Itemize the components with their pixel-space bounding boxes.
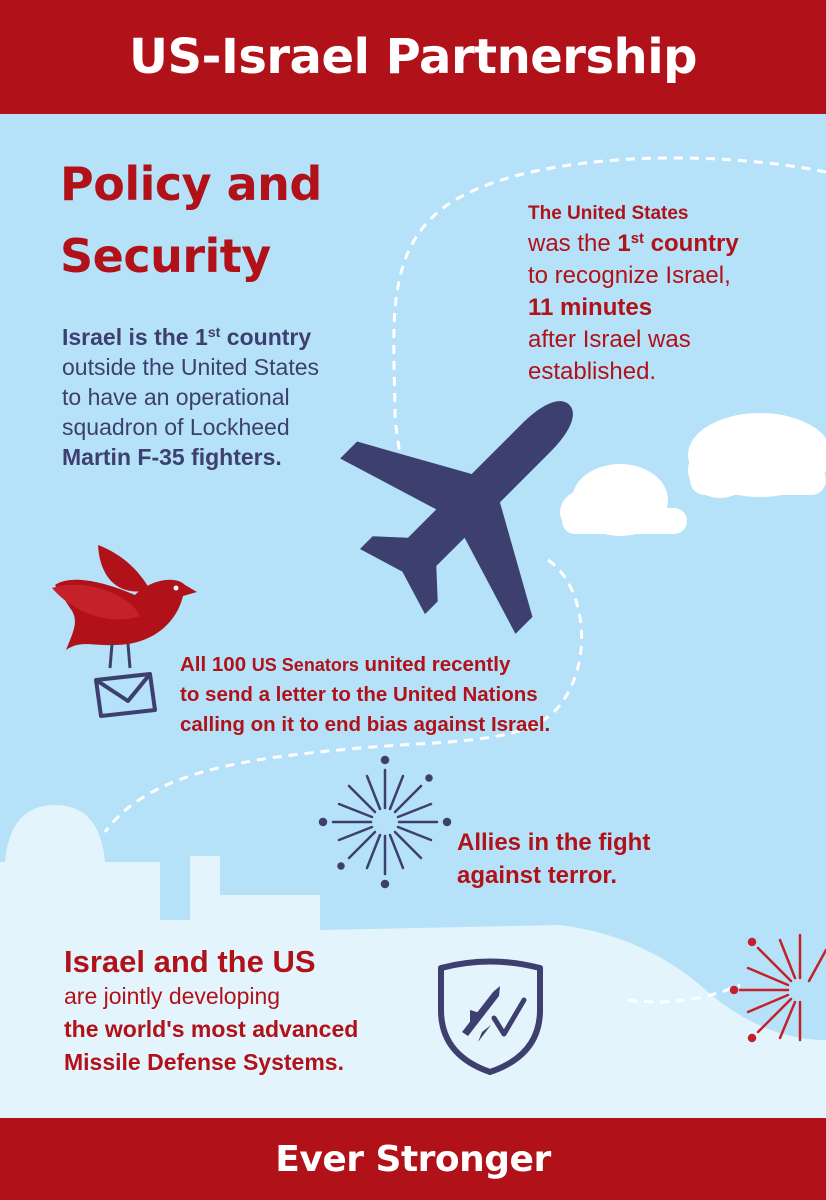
fact-f35-text-a: Israel is the 1 <box>62 324 208 350</box>
fact-recognition-line5: after Israel was <box>528 326 691 353</box>
section-title-line1: Policy and <box>60 157 322 211</box>
fact-f35-line4: squadron of Lockheed <box>62 414 290 440</box>
fact-recognition-line1: The United States <box>528 203 689 224</box>
fact-recognition-text-b: 1 <box>617 230 631 257</box>
fact-missile-line3: the world's most advanced <box>64 1016 359 1042</box>
fact-recognition-line2 <box>528 228 739 260</box>
fact-recognition <box>528 200 739 388</box>
cloud-icon <box>560 464 687 536</box>
section-title-line2: Security <box>60 229 271 283</box>
page-title: US-Israel Partnership <box>128 29 698 85</box>
footer-tagline: Ever Stronger <box>275 1139 551 1180</box>
fact-senators-text-a: All 100 <box>180 653 252 676</box>
fact-recognition-text-c: country <box>643 230 739 257</box>
fact-f35-line3: to have an operational <box>62 384 290 410</box>
cloud-icon <box>688 413 826 498</box>
fireworks-icon <box>320 757 450 887</box>
fact-f35-line1 <box>62 322 319 352</box>
fact-senators-line2: to send a letter to the United Nations <box>180 683 538 706</box>
fact-senators-line1 <box>180 650 550 680</box>
fact-f35-sup: st <box>207 325 221 342</box>
header-banner <box>0 0 826 114</box>
fact-recognition-line6: established. <box>528 358 657 385</box>
fact-missile-line4: Missile Defense Systems. <box>64 1049 344 1075</box>
fact-allies-line1: Allies in the fight <box>457 829 651 856</box>
fact-recognition-line3: to recognize Israel, <box>528 262 731 289</box>
fact-senators-line3: calling on it to end bias against Israel. <box>180 713 551 736</box>
fact-recognition-sup: st <box>630 230 644 247</box>
fact-recognition-text-a: was the <box>528 230 618 257</box>
fact-missile-line1: Israel and the US <box>64 944 316 979</box>
fact-allies-line2: against terror. <box>457 862 618 889</box>
fact-missile <box>64 944 358 1079</box>
bird-icon <box>52 545 197 668</box>
fact-recognition-line4: 11 minutes <box>528 294 653 321</box>
fact-f35-line2: outside the United States <box>62 354 319 380</box>
fact-senators-text-b: US Senators <box>251 655 359 675</box>
fact-allies <box>457 826 650 892</box>
section-title <box>60 148 322 292</box>
footer-banner <box>0 1118 826 1200</box>
fact-f35-line5: Martin F-35 fighters. <box>62 444 282 470</box>
fact-senators <box>180 650 550 740</box>
fact-senators-text-c: united recently <box>358 653 511 676</box>
fact-missile-line2: are jointly developing <box>64 983 281 1009</box>
fact-f35-text-b: country <box>220 324 312 350</box>
envelope-icon <box>96 674 155 716</box>
fact-f35 <box>62 322 319 472</box>
